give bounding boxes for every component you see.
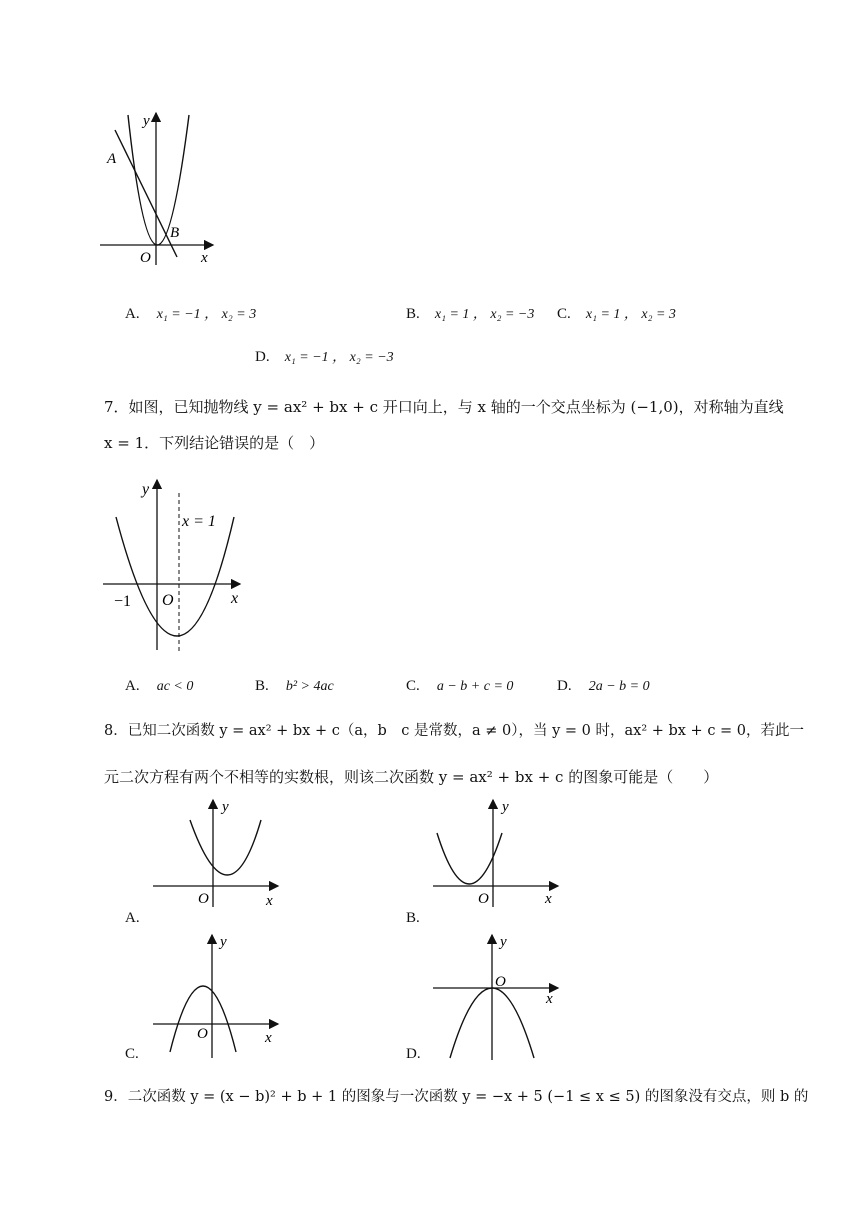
y-label: y (142, 481, 150, 498)
parabola (170, 986, 236, 1052)
parabola (190, 820, 261, 875)
origin-label: O (140, 250, 151, 266)
q6-option-d[interactable]: D. x₁ = −1 ， x₂ = −3 (255, 349, 394, 365)
q7-stem-line2: x = 1．下列结论错误的是（ ） (104, 434, 325, 452)
x-label: x (266, 893, 273, 909)
axis-label: x = 1 (182, 513, 216, 530)
q9-stem-line1: 9．二次函数 y = (x − b)² + b + 1 的图象与一次函数 y = −x + 5 (−1 ≤ x ≤ 5) 的图象没有交点，则 b 的 (104, 1089, 809, 1105)
x-label: x (231, 590, 239, 607)
y-label: y (500, 934, 507, 950)
q6-option-a[interactable]: A. x₁ = −1 ， x₂ = 3 (125, 306, 257, 322)
q7-option-a[interactable]: A. ac < 0 (125, 678, 194, 694)
origin-label: O (162, 592, 174, 609)
q8-graph-b[interactable] (428, 795, 563, 910)
origin-label: O (197, 1026, 208, 1042)
line (115, 130, 180, 257)
q8-stem-line1: 8．已知二次函数 y = ax² + bx + c（a，b c 是常数，a ≠ 0），当 y = 0 时，ax² + bx + c = 0，若此一 (104, 723, 805, 739)
parabola (437, 833, 502, 884)
y-label: y (143, 113, 150, 129)
q8-stem-line2: 元二次方程有两个不相等的实数根，则该二次函数 y = ax² + bx + c 的图象可能是（ ） (104, 768, 719, 786)
x-label: x (265, 1030, 272, 1046)
q8-option-d-label: D. (406, 1046, 421, 1062)
x-label: x (201, 250, 208, 266)
q8-option-b-label: B. (406, 910, 420, 926)
q6-option-b[interactable]: B. x₁ = 1 ， x₂ = −3 (406, 306, 535, 322)
q7-figure (98, 475, 253, 655)
x-label: x (546, 991, 553, 1007)
origin-label: O (495, 974, 506, 990)
q7-option-c[interactable]: C. a − b + c = 0 (406, 678, 514, 694)
y-label: y (220, 934, 227, 950)
point-a-label: A (107, 151, 117, 167)
point-b-label: B (170, 225, 180, 241)
origin-label: O (198, 891, 209, 907)
q8-graph-d[interactable] (428, 930, 563, 1060)
y-label: y (222, 799, 229, 815)
x-label: x (545, 891, 552, 907)
q6-option-c[interactable]: C. x₁ = 1 ， x₂ = 3 (557, 306, 676, 322)
origin-label: O (478, 891, 489, 907)
q7-option-d[interactable]: D. 2a − b = 0 (557, 678, 650, 694)
parabola (128, 115, 189, 245)
q6-figure (95, 105, 225, 270)
q8-graph-a[interactable] (148, 795, 283, 910)
q8-graph-c[interactable] (148, 930, 283, 1060)
y-label: y (502, 799, 509, 815)
parabola (116, 517, 234, 636)
q8-option-a-label: A. (125, 910, 140, 926)
q8-option-c-label: C. (125, 1046, 139, 1062)
neg-one-label: −1 (114, 593, 132, 610)
q7-stem-line1: 7．如图，已知抛物线 y = ax² + bx + c 开口向上，与 x 轴的一个交点坐标为 (−1,0)，对称轴为直线 (104, 398, 784, 416)
q7-option-b[interactable]: B. b² > 4ac (255, 678, 334, 694)
